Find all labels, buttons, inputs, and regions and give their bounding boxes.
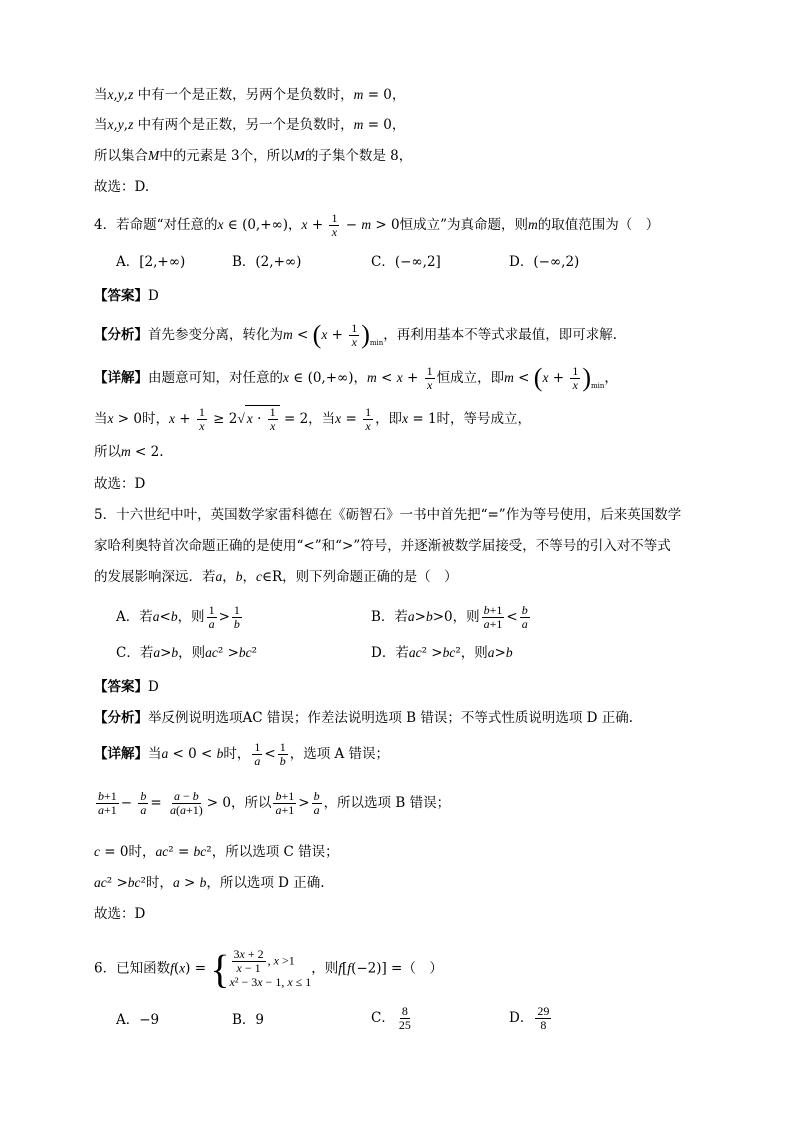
q4-detail-line3: 所以m < 2.: [94, 444, 164, 460]
q5-detail: 【详解】当a < 0 < b时， $\frac{1}{a}$ < $\frac{1}{b}$ ，选项 A 错误；: [94, 740, 390, 768]
q5-option-a: A．若a<b，则 $\frac{1}{a}$ > $\frac{1}{b}$: [116, 603, 240, 631]
q5-answer: 【答案】D: [94, 679, 159, 695]
q5-detail-line4: ac² >bc²时，a > b，所以选项 D 正确.: [94, 875, 325, 891]
q4-analysis: 【分析】首先参变分离，转化为m < (x + $\frac{1}{x}$ )$_{min}$，再利用基本不等式求最值，即可求解.: [94, 320, 618, 349]
line-case-two-positive: 当x,y,z 中有两个是正数，另一个是负数时，m = 0，: [94, 117, 406, 133]
q4-option-d: D．(−∞,2): [509, 254, 580, 270]
q5-detail-line3: c = 0时，ac² = bc²，所以选项 C 错误；: [94, 844, 339, 860]
q5-detail-line2: $\frac{b+1}{a+1}$ − $\frac{b}{a}$ = $\frac{a - b}{a(a+1)}$ > 0，所以 $\frac{b+1}{a+1}$ > $\frac{b}{a}$ ，所以选项 B 错误；: [98, 789, 451, 817]
line-case-one-positive: 当x,y,z 中有一个是正数，另两个是负数时，m = 0，: [94, 87, 406, 103]
line-answer-3: 故选：D.: [94, 179, 150, 195]
question-4: 4．若命题“对任意的x ∈ (0,+∞)，x + $\frac{1}{x}$ − m > 0恒成立”为真命题，则m的取值范围为（ ）: [94, 211, 660, 239]
q4-answer: 【答案】D: [94, 288, 159, 304]
q4-detail-line4: 故选：D: [94, 476, 146, 492]
q4-detail: 【详解】由题意可知，对任意的x ∈ (0,+∞)，m < x + $\frac{1}{x}$ 恒成立，即m < (x + $\frac{1}{x}$ )$_{min}$，: [94, 363, 618, 392]
q5-option-c: C．若a>b，则ac² >bc²: [116, 645, 258, 661]
q4-option-c: C．(−∞,2]: [371, 254, 441, 270]
question-6: 6．已知函数f(x) = { $\frac{3x + 2}{x - 1}$ , x >1 x² − 3x − 1, x ≤ 1 ，则f[f(−2)] =（ ）: [94, 946, 443, 992]
q4-detail-line2: 当x > 0时，x + $\frac{1}{x}$ ≥ 2√ x · $\frac{1}{x}$ = 2，当x = $\frac{1}{x}$ ，即x = 1时，等号成立，: [94, 405, 532, 433]
question-5-line3: 的发展影响深远．若a，b，c∈R，则下列命题正确的是（ ）: [94, 569, 458, 585]
q5-detail-line5: 故选：D: [94, 906, 146, 922]
question-5-line1: 5．十六世纪中叶，英国数学家雷科德在《砺智石》一书中首先把“=”作为等号使用，后来英国数学: [94, 507, 682, 523]
q5-option-d: D．若ac² >bc²，则a>b: [371, 645, 513, 661]
q5-option-b: B．若a>b>0，则 $\frac{b+1}{a+1}$ < $\frac{b}{a}$: [371, 603, 528, 631]
q6-option-a: A．−9: [116, 1012, 160, 1028]
q6-option-b: B．9: [232, 1012, 265, 1028]
question-5-line2: 家哈利奥特首次命题正确的是使用“<”和“>”符号，并逐渐被数学届接受，不等号的引入对不等式: [94, 538, 671, 554]
q4-option-b: B．(2,+∞): [232, 254, 302, 270]
q6-option-c: C． $\frac{8}{25}$: [371, 1004, 411, 1032]
line-set-elements: 所以集合M中的元素是 3个，所以M的子集个数是 8，: [94, 148, 413, 164]
q4-option-a: A．[2,+∞): [116, 254, 186, 270]
q6-option-d: D． $\frac{29}{8}$: [509, 1004, 550, 1032]
q5-analysis: 【分析】举反例说明选项AC 错误；作差法说明选项 B 错误；不等式性质说明选项 D 正确.: [94, 710, 634, 726]
